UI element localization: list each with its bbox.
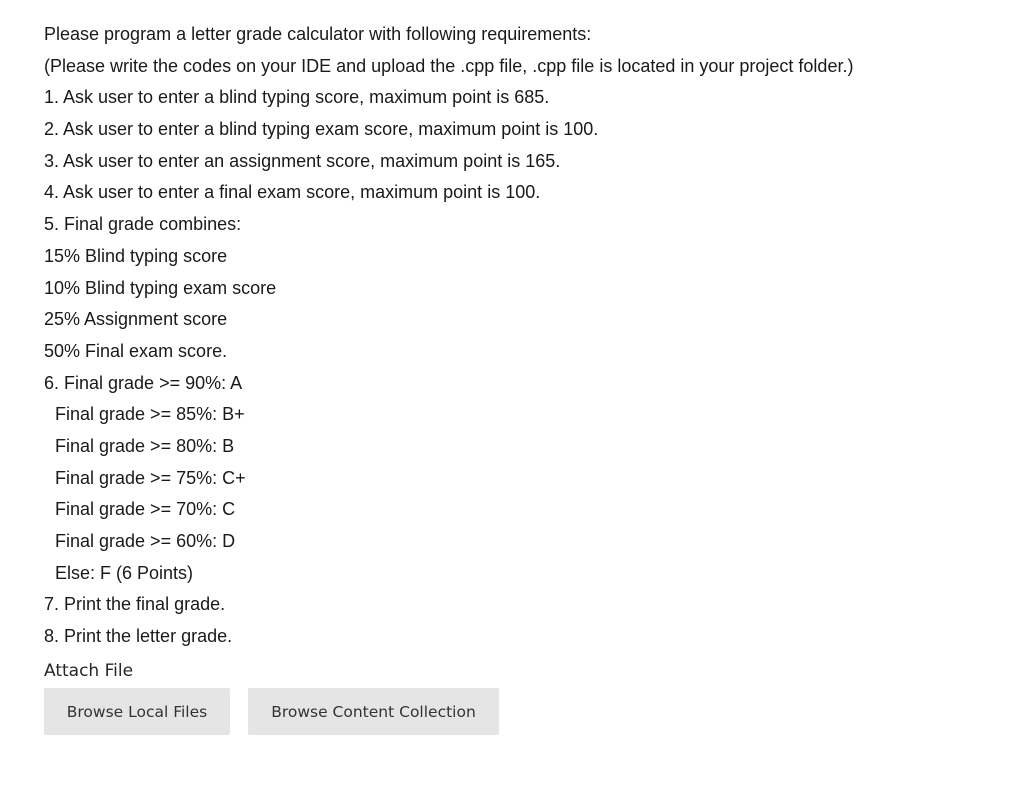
requirement-step: 7. Print the final grade. bbox=[44, 594, 226, 615]
requirement-step: 8. Print the letter grade. bbox=[44, 626, 233, 647]
weight-item: 25% Assignment score bbox=[44, 309, 228, 330]
question-intro: Please program a letter grade calculator with following requirements: bbox=[44, 24, 592, 44]
requirement-step: 1. Ask user to enter a blind typing score, maximum point is 685. bbox=[44, 87, 550, 108]
requirement-step: 5. Final grade combines: bbox=[44, 214, 242, 235]
weight-item: 50% Final exam score. bbox=[44, 340, 228, 361]
requirement-step: 2. Ask user to enter a blind typing exam score, maximum point is 100. bbox=[44, 119, 599, 140]
question-text bbox=[44, 19, 1004, 653]
grade-rule: Final grade >= 85%: B+ bbox=[55, 404, 245, 425]
grade-rule: Final grade >= 80%: B bbox=[55, 435, 235, 456]
requirement-step: 4. Ask user to enter a final exam score, maximum point is 100. bbox=[44, 182, 541, 203]
grade-rule: Else: F (6 Points) bbox=[55, 562, 194, 583]
question-note: (Please write the codes on your IDE and upload the .cpp file, .cpp file is located in your project folder.) bbox=[44, 55, 854, 76]
grade-rule-header: 6. Final grade >= 90%: A bbox=[44, 372, 243, 393]
attach-file-label: Attach File bbox=[44, 661, 134, 681]
grade-rule: Final grade >= 60%: D bbox=[55, 531, 236, 551]
browse-content-collection-button[interactable]: Browse Content Collection bbox=[248, 688, 499, 735]
weight-item: 15% Blind typing score bbox=[44, 245, 228, 266]
weight-item: 10% Blind typing exam score bbox=[44, 277, 277, 298]
requirement-step: 3. Ask user to enter an assignment score, maximum point is 165. bbox=[44, 150, 561, 171]
grade-rule: Final grade >= 75%: C+ bbox=[55, 467, 246, 488]
grade-rule: Final grade >= 70%: C bbox=[55, 499, 236, 520]
browse-local-files-button[interactable]: Browse Local Files bbox=[44, 688, 230, 735]
